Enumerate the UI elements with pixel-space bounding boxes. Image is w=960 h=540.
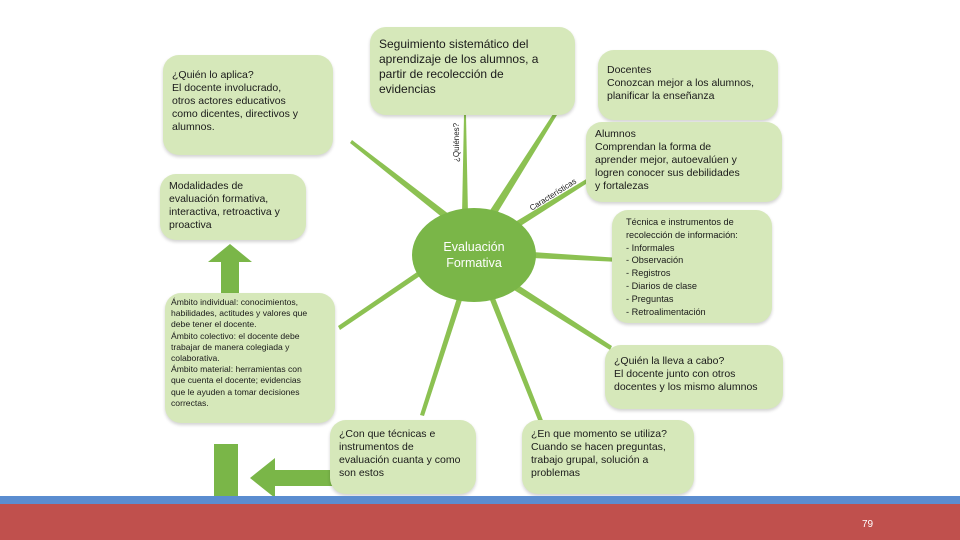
box-line: correctas. <box>171 397 209 408</box>
box-line: Cuando se hacen preguntas, <box>531 441 666 453</box>
box-line: - Preguntas <box>626 293 674 304</box>
box-line: - Registros <box>626 268 671 279</box>
center-line-2: Formativa <box>446 256 502 270</box>
box-line: evidencias <box>379 82 436 96</box>
ray-right <box>532 252 620 262</box>
box-line: - Diarios de clase <box>626 280 697 291</box>
box-line: que cuenta el docente; evidencias <box>171 375 301 386</box>
center-node <box>412 208 536 302</box>
box-line: Ámbito material: herramientas con <box>171 364 302 375</box>
box-line: ¿Con que técnicas e <box>339 428 436 440</box>
box-line: docentes y los mismo alumnos <box>614 381 758 393</box>
box-line: colaborativa. <box>171 353 220 364</box>
box-line: El docente involucrado, <box>172 82 282 94</box>
box-ambito <box>165 293 335 423</box>
box-quien-aplica <box>163 55 333 155</box>
arrow-up-left <box>208 244 252 300</box>
box-docentes <box>598 50 778 120</box>
box-line: ¿Quién la lleva a cabo? <box>614 355 725 367</box>
box-line: partir de recolección de <box>379 67 504 81</box>
box-line: otros actores educativos <box>172 95 286 107</box>
box-line: trabajo grupal, solución a <box>531 454 649 466</box>
page-number: 79 <box>862 519 874 530</box>
footer-accent-bar <box>0 496 960 504</box>
box-line: aprender mejor, autoevalúen y <box>595 154 737 166</box>
box-line: - Observación <box>626 255 684 266</box>
box-line: Ámbito colectivo: el docente debe <box>171 330 300 341</box>
box-line: alumnos. <box>172 121 215 133</box>
box-tecnicas-informacion <box>612 210 772 323</box>
box-en-que-momento <box>522 420 694 494</box>
box-line: Ámbito individual: conocimientos, <box>171 297 299 307</box>
center-line-1: Evaluación <box>443 240 505 254</box>
box-line: El docente junto con otros <box>614 368 736 380</box>
box-line: - Informales <box>626 242 675 253</box>
box-line: como dicentes, directivos y <box>172 108 299 120</box>
ray-up <box>462 115 468 215</box>
box-line: proactiva <box>169 219 212 231</box>
box-line: Conozcan mejor a los alumnos, <box>607 77 755 89</box>
ray-label-quienes: ¿Quiénes? <box>452 122 461 162</box>
box-line: evaluación cuanta y como <box>339 454 461 466</box>
box-modalidades <box>160 174 306 240</box>
box-line: ¿En que momento se utiliza? <box>531 428 667 440</box>
ray-upleft <box>350 140 454 222</box>
box-line: son estos <box>339 467 384 479</box>
ray-label-caracteristicas: Características <box>528 176 579 213</box>
box-line: ¿Quién lo aplica? <box>172 69 254 81</box>
box-line: Técnica e instrumentos de <box>626 217 734 227</box>
box-line: logren conocer sus debilidades <box>595 167 740 179</box>
ray-lowright <box>514 285 612 350</box>
box-line: Comprendan la forma de <box>595 141 712 153</box>
box-line: instrumentos de <box>339 441 414 453</box>
box-con-que <box>330 420 476 494</box>
ray-low-center-left <box>420 298 462 416</box>
box-line: debe tener el docente. <box>171 319 257 330</box>
box-line: interactiva, retroactiva y <box>169 206 280 218</box>
box-line: trabajar de manera colegiada y <box>171 341 290 352</box>
box-line: aprendizaje de los alumnos, a <box>379 52 539 66</box>
box-seguimiento <box>370 27 575 115</box>
footer-bar <box>0 504 960 540</box>
box-line: Seguimiento sistemático del <box>379 37 529 51</box>
arrow-loop-left <box>250 458 340 498</box>
box-line: habilidades, actitudes y valores que <box>171 308 308 319</box>
box-line: Docentes <box>607 64 652 76</box>
box-quien-lleva <box>605 345 783 409</box>
box-line: Modalidades de <box>169 180 244 192</box>
box-line: y fortalezas <box>595 180 649 192</box>
ray-lowleft <box>338 270 420 330</box>
arrow-loop <box>214 444 238 497</box>
box-alumnos <box>586 122 782 202</box>
box-line: problemas <box>531 467 581 479</box>
box-line: evaluación formativa, <box>169 193 269 205</box>
box-line: planificar la enseñanza <box>607 90 715 102</box>
box-line: que le ayuden a tomar decisiones <box>171 386 300 397</box>
box-line: - Retroalimentación <box>626 306 706 317</box>
box-line: recolección de información: <box>626 229 738 240</box>
box-line: Alumnos <box>595 128 636 140</box>
ray-low-center-right <box>490 298 544 425</box>
